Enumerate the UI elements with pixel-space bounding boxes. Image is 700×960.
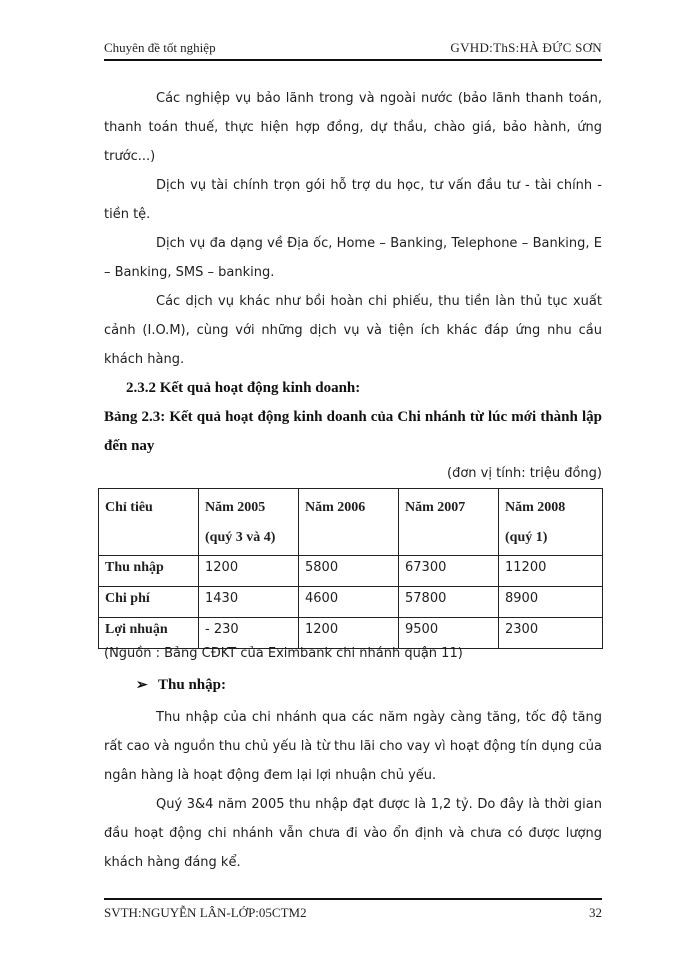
- table-cell: 67300: [399, 556, 499, 587]
- paragraph-income-growth: Thu nhập của chi nhánh qua các năm ngày càng tăng, tốc độ tăng rất cao và nguồn thu chủ yếu là từ thu lãi cho vay vì hoạt động tín dụng của ngân hàng là hoạt động đem lại lợi nhuận chủ yếu.: [104, 710, 602, 783]
- results-table: [98, 488, 603, 649]
- source-note: (Nguồn : Bảng CĐKT của Eximbank chi nhánh quận 11): [104, 646, 463, 661]
- table-header-cell: Năm 2005 (quý 3 và 4): [199, 489, 299, 556]
- table-cell: 8900: [499, 587, 603, 618]
- table-header-cell: Năm 2006: [299, 489, 399, 556]
- table-header-row: [99, 489, 603, 556]
- table-header-cell: Năm 2007: [399, 489, 499, 556]
- header-advisor: GVHD:ThS:HÀ ĐỨC SƠN: [450, 40, 602, 55]
- row-label: Thu nhập: [99, 556, 199, 587]
- table-cell: 2300: [499, 618, 603, 649]
- footer-student: SVTH:NGUYỄN LÂN-LỚP:05CTM2: [104, 905, 307, 920]
- table-header-cell: Năm 2008 (quý 1): [499, 489, 603, 556]
- table-cell: 9500: [399, 618, 499, 649]
- table-caption: Bảng 2.3: Kết quả hoạt động kinh doanh của Chi nhánh từ lúc mới thành lập đến nay: [104, 409, 602, 454]
- arrow-bullet-icon: ➢: [136, 678, 148, 693]
- table-row: [99, 587, 603, 618]
- paragraph-other-services: Các dịch vụ khác như bồi hoàn chi phiếu, thu tiền làn thủ tục xuất cảnh (I.O.M), cùng với những dịch vụ và tiện ích khác đáp ứng nhu cầu khách hàng.: [104, 294, 602, 367]
- footer-rule: [104, 898, 602, 900]
- section-heading: 2.3.2 Kết quả hoạt động kinh doanh:: [126, 380, 361, 396]
- table-cell: - 230: [199, 618, 299, 649]
- paragraph-financial-services: Dịch vụ tài chính trọn gói hỗ trợ du học, tư vấn đầu tư - tài chính - tiền tệ.: [104, 178, 602, 222]
- table-cell: 57800: [399, 587, 499, 618]
- table-row: [99, 618, 603, 649]
- table-cell: 1200: [299, 618, 399, 649]
- table-cell: 1200: [199, 556, 299, 587]
- page-number: 32: [589, 905, 602, 920]
- unit-note: (đơn vị tính: triệu đồng): [447, 466, 602, 481]
- table-cell: 4600: [299, 587, 399, 618]
- income-bullet: [136, 677, 226, 694]
- header-title: Chuyên đề tốt nghiệp: [104, 40, 216, 55]
- table-cell: 1430: [199, 587, 299, 618]
- page-footer: [104, 905, 602, 925]
- paragraph-income-2005: Quý 3&4 năm 2005 thu nhập đạt được là 1,2 tỷ. Do đây là thời gian đầu hoạt động chi nhánh vẫn chưa đi vào ổn định và chưa có được lượng khách hàng đáng kể.: [104, 797, 602, 870]
- table-header-cell: Chỉ tiêu: [99, 489, 199, 556]
- paragraph-diverse-services: Dịch vụ đa dạng về Địa ốc, Home – Banking, Telephone – Banking, E – Banking, SMS – banking.: [104, 236, 602, 280]
- row-label: Chi phí: [99, 587, 199, 618]
- header-rule: [104, 59, 602, 61]
- bullet-label: Thu nhập:: [158, 677, 226, 693]
- paragraph-guarantee: Các nghiệp vụ bảo lãnh trong và ngoài nước (bảo lãnh thanh toán, thanh toán thuế, thực hiện hợp đồng, dự thầu, chào giá, bảo hành, ứng trước...): [104, 91, 602, 164]
- row-label: Lợi nhuận: [99, 618, 199, 649]
- table-cell: 5800: [299, 556, 399, 587]
- table-row: [99, 556, 603, 587]
- table-cell: 11200: [499, 556, 603, 587]
